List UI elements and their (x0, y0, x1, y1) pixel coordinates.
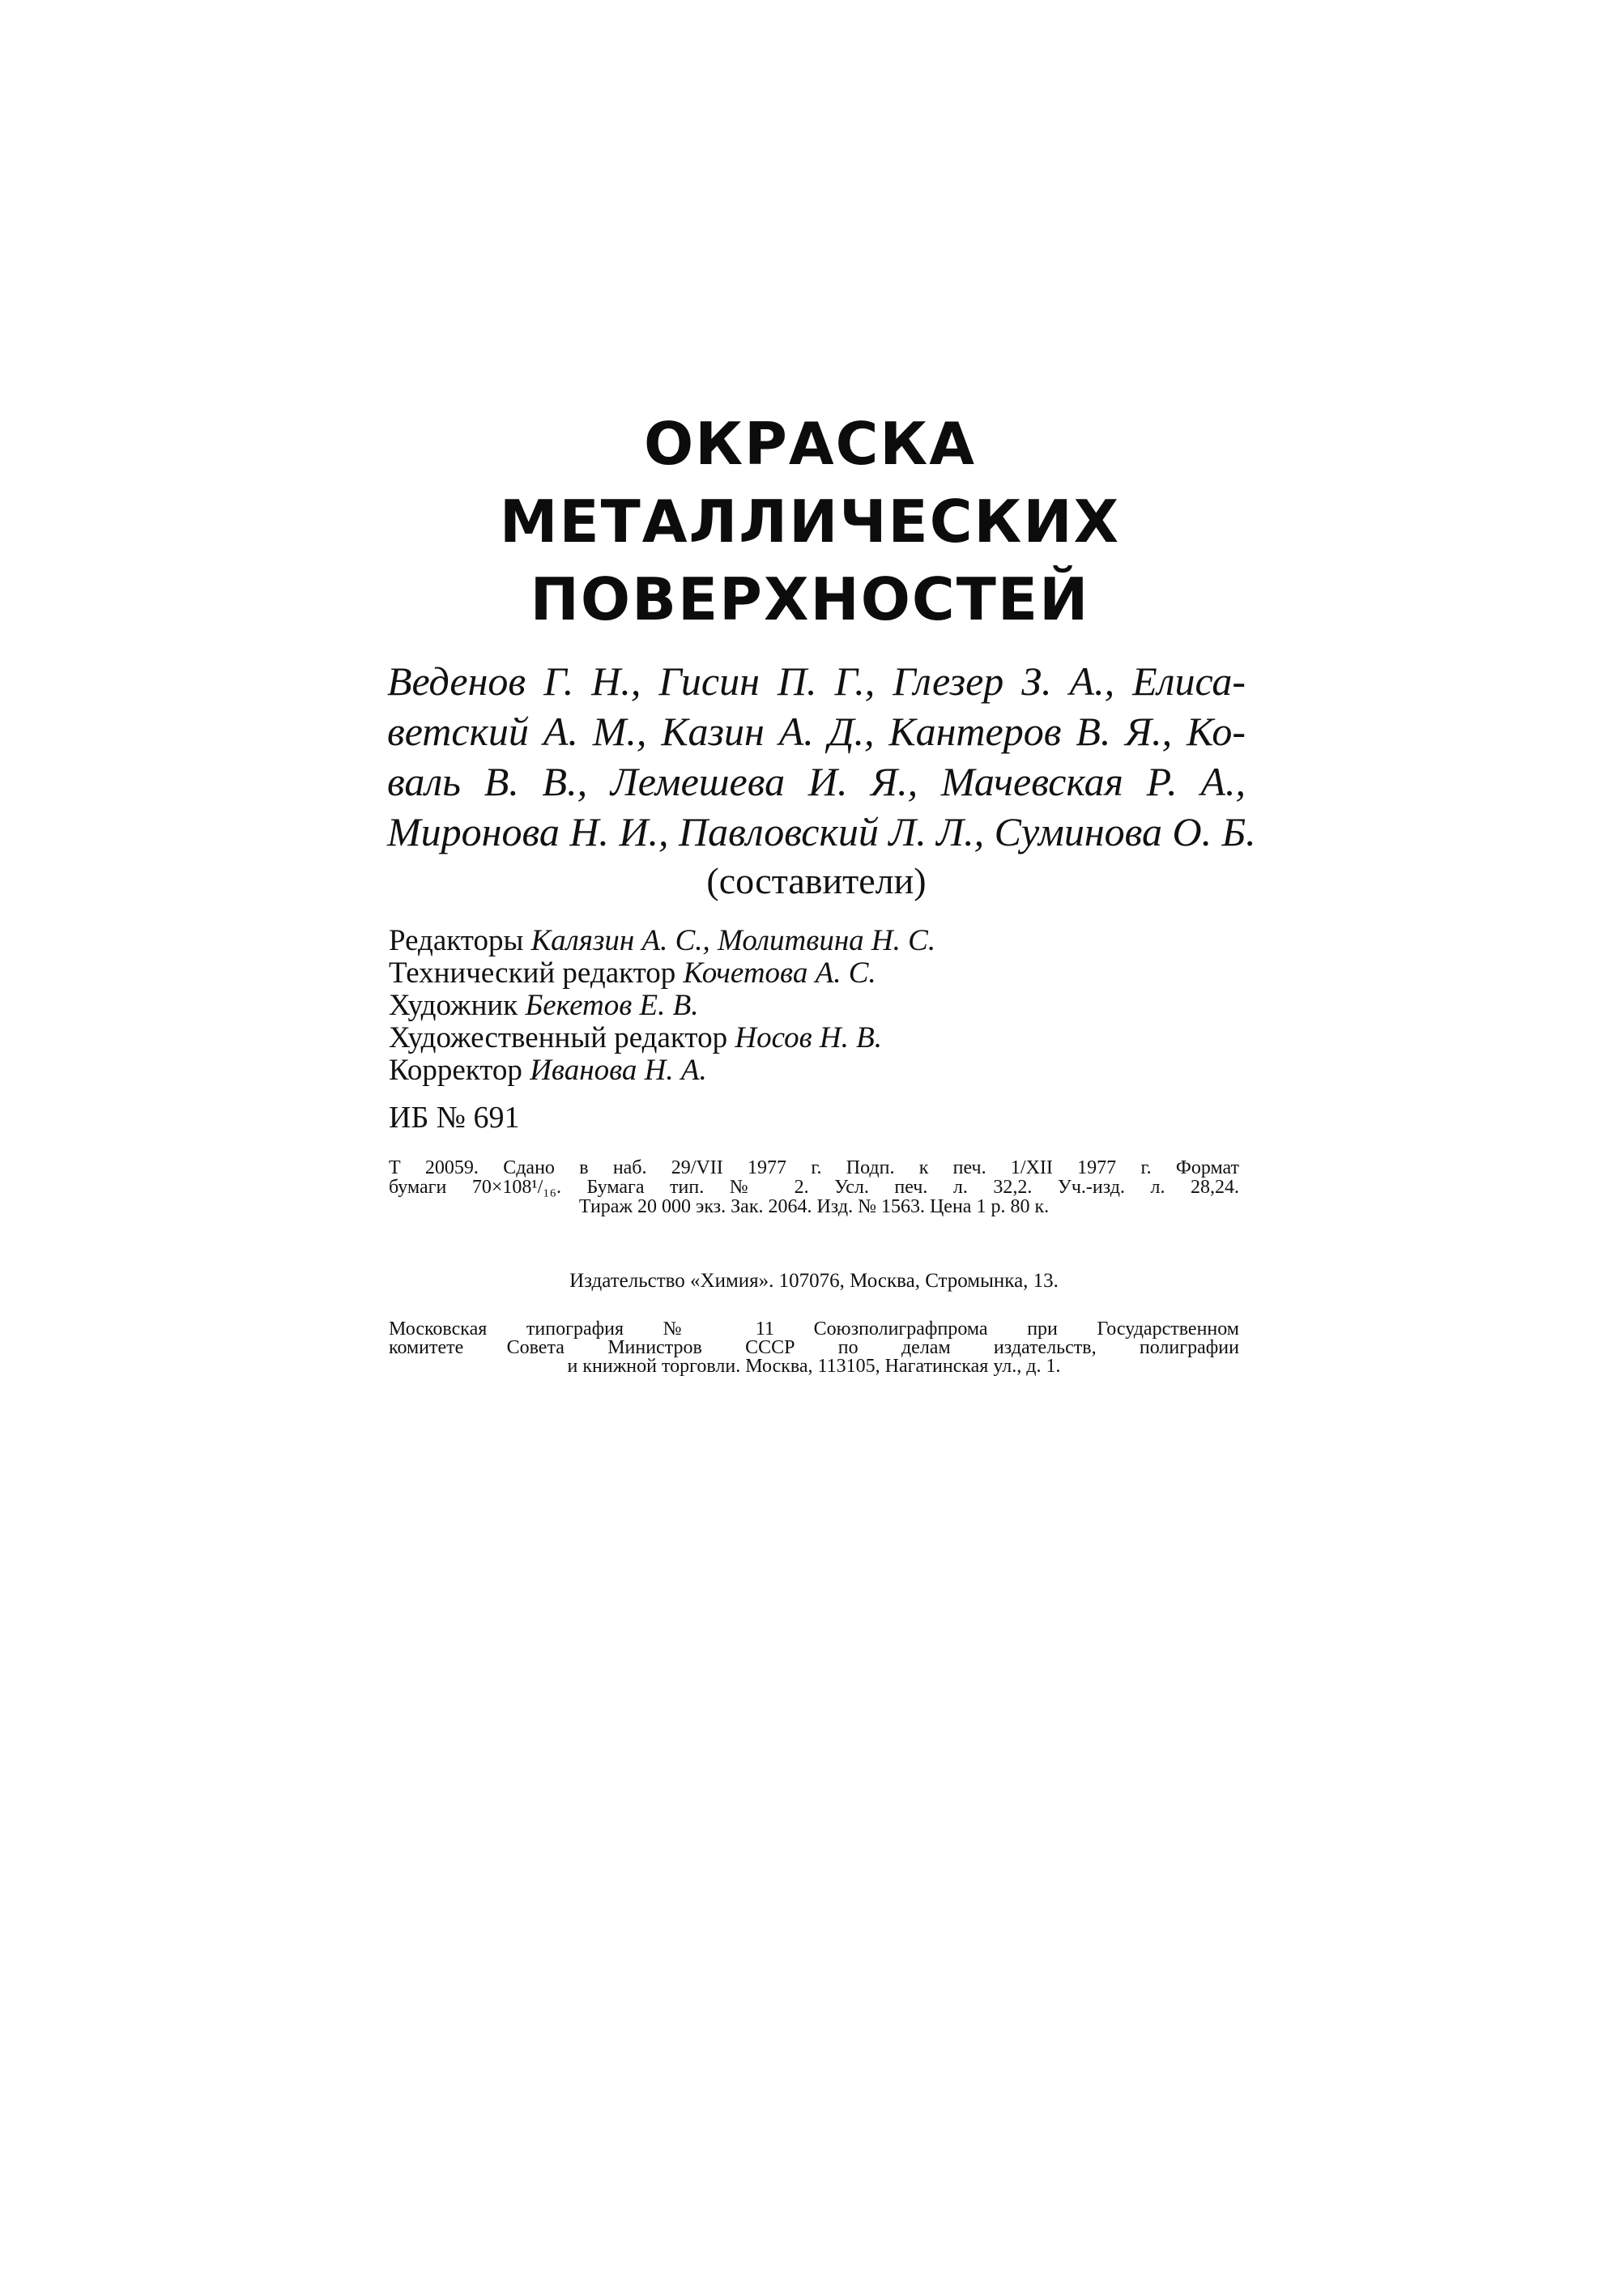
authors-line-3: валь В. В., Лемешева И. Я., Мачевская Р. А., (387, 759, 1246, 804)
ib-number: ИБ № 691 (389, 1101, 520, 1135)
publisher-line: Издательство «Химия». 107076, Москва, Стромынка, 13. (569, 1270, 1059, 1292)
printer-line-3: и книжной торговли. Москва, 113105, Нагатинская ул., д. 1. (567, 1356, 1061, 1377)
credit-role: Технический редактор (389, 956, 676, 990)
credit-role: Редакторы (389, 924, 524, 957)
authors-line-4: Миронова Н. И., Павловский Л. Л., Суминова О. Б. (387, 809, 1256, 854)
imprint-line-2: бумаги 70×108¹/₁₆. Бумага тип. № 2. Усл. печ. л. 32,2. Уч.-изд. л. 28,24. (389, 1177, 1239, 1198)
credit-row-tech-editor (389, 957, 1280, 990)
imprint-line-3: Тираж 20 000 экз. Зак. 2064. Изд. № 1563. Цена 1 р. 80 к. (578, 1196, 1050, 1217)
credit-row-artist (389, 990, 1280, 1022)
credit-person: Кочетова А. С. (683, 956, 876, 990)
title-line-3: ПОВЕРХНОСТЕЙ (530, 565, 1090, 633)
authors-line-2: ветский А. М., Казин А. Д., Кантеров В. Я., Ко- (387, 709, 1246, 754)
credit-person: Иванова Н. А. (530, 1054, 707, 1087)
credit-person: Бекетов Е. В. (525, 989, 699, 1022)
authors-list (387, 656, 1256, 857)
imprint-details (389, 1158, 1239, 1216)
printer-line-2: комитете Совета Министров СССР по делам издательств, полиграфии (389, 1337, 1239, 1358)
credit-row-proofreader (389, 1054, 1280, 1087)
credit-role: Художник (389, 989, 518, 1022)
imprint-line-1: Т 20059. Сдано в наб. 29/VII 1977 г. Подп. к печ. 1/XII 1977 г. Формат (389, 1157, 1239, 1178)
compilers-note: (составители) (706, 860, 927, 901)
credit-role: Художественный редактор (389, 1021, 728, 1054)
credit-row-editors (389, 925, 1280, 957)
credit-row-art-editor (389, 1022, 1280, 1054)
credit-role: Корректор (389, 1054, 522, 1087)
credits-block (389, 925, 1280, 1087)
printer-details (389, 1320, 1239, 1376)
book-title (373, 405, 1247, 638)
printer-line-1: Московская типография № 11 Союзполиграфпрома при Государственном (389, 1318, 1239, 1340)
title-line-2: МЕТАЛЛИЧЕСКИХ (499, 488, 1121, 556)
authors-line-1: Веденов Г. Н., Гисин П. Г., Глезер З. А., Елиса- (387, 658, 1246, 704)
credit-person: Носов Н. В. (735, 1021, 882, 1054)
credit-person: Калязин А. С., Молитвина Н. С. (530, 924, 936, 957)
title-line-1: ОКРАСКА (644, 410, 976, 478)
